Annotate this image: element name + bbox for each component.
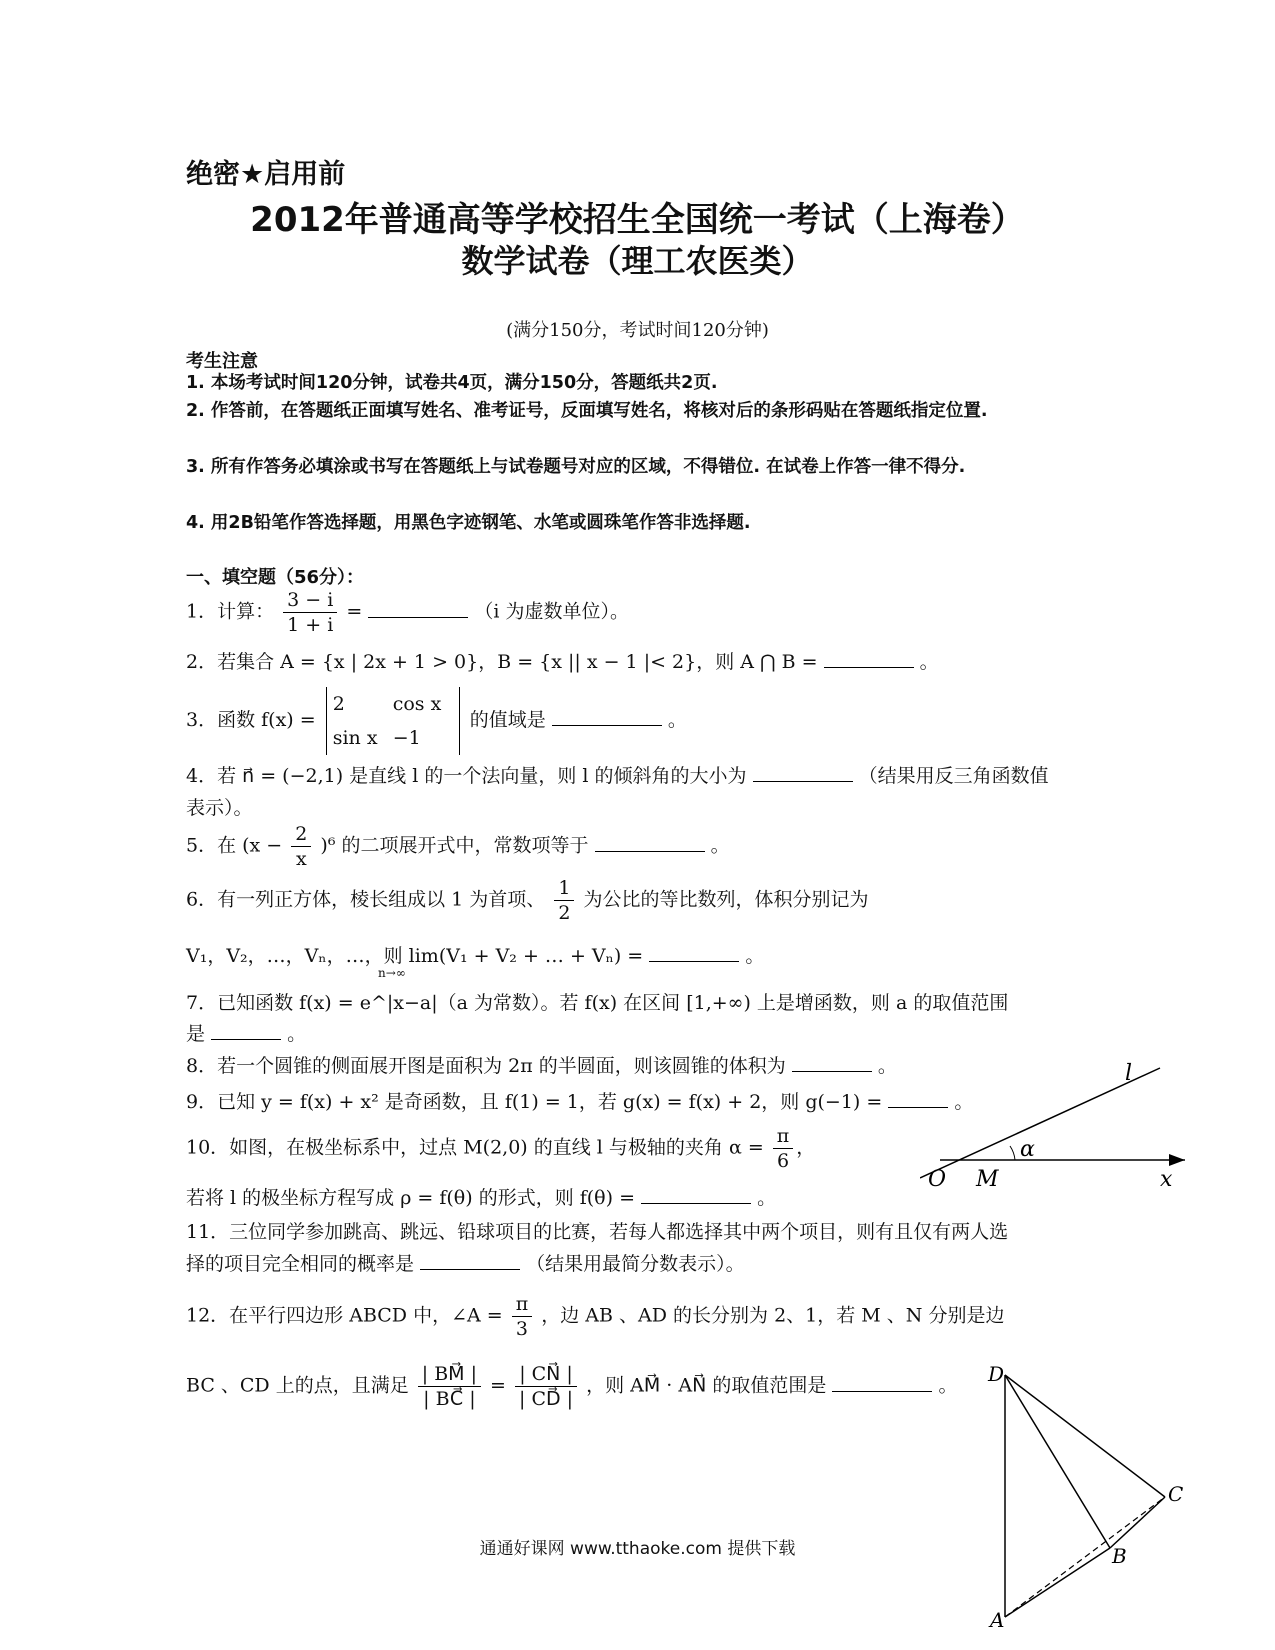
question-5: 5．在 (x − $\frac{2}{x}$ )⁶ 的二项展开式中，常数项等于 。 <box>186 823 730 870</box>
answer-blank[interactable] <box>753 763 853 782</box>
label-c: C <box>1168 1482 1184 1506</box>
fraction: $\frac{3 - i}{1 + i}$ <box>283 588 337 637</box>
question-7-cont: 是 。 <box>186 1023 307 1045</box>
confidential-mark: 绝密★启用前 <box>186 159 346 190</box>
fraction: $\frac{2}{x}$ <box>291 822 311 871</box>
fraction: $\frac{\pi}{3}$ <box>512 1292 533 1341</box>
question-11-cont: 择的项目完全相同的概率是 （结果用最简分数表示）。 <box>186 1253 745 1275</box>
label-m: M <box>976 1167 999 1192</box>
question-2: 2．若集合 A = {x | 2x + 1 > 0}，B = {x || x − 1 |< 2}，则 A ⋂ B = 。 <box>186 651 939 673</box>
answer-blank[interactable] <box>211 1021 281 1040</box>
label-origin: O <box>928 1167 947 1192</box>
exam-subject-title: 数学试卷（理工农医类） <box>461 242 814 280</box>
polar-figure <box>920 1060 1190 1210</box>
label-l: l <box>1125 1061 1133 1086</box>
answer-blank[interactable] <box>552 707 662 726</box>
fraction: $\frac{1}{2}$ <box>554 876 574 925</box>
section-heading: 一、填空题（56分）： <box>186 567 365 588</box>
question-7: 7．已知函数 f(x) = e^|x−a|（a 为常数）。若 f(x) 在区间 [1,+∞) 上是增函数，则 a 的取值范围 <box>186 992 1009 1014</box>
question-9: 9．已知 y = f(x) + x² 是奇函数，且 f(1) = 1，若 g(x) = f(x) + 2，则 g(−1) = 。 <box>186 1091 974 1113</box>
question-6-cont: V₁，V₂，…，Vₙ，…，则 lim(V₁ + V₂ + … + Vₙ) = 。 <box>186 945 765 967</box>
fraction: $\frac{\pi}{6}$ <box>773 1124 794 1173</box>
question-4-cont: 表示）。 <box>186 797 253 819</box>
determinant: 2 cos x sin x −1 <box>326 687 460 755</box>
question-6: 6．有一列正方体，棱长组成以 1 为首项、 $\frac{1}{2}$ 为公比的等比数列，体积分别记为 <box>186 877 869 924</box>
notice-heading: 考生注意 <box>186 351 258 372</box>
edge-db <box>1005 1375 1110 1548</box>
question-8: 8．若一个圆锥的侧面展开图是面积为 2π 的半圆面，则该圆锥的体积为 。 <box>186 1055 897 1077</box>
notice-item: 1. 本场考试时间120分钟，试卷共4页，满分150分，答题纸共2页. <box>186 373 718 393</box>
answer-blank[interactable] <box>368 599 468 618</box>
answer-blank[interactable] <box>649 943 739 962</box>
question-4: 4．若 n⃗ = (−2,1) 是直线 l 的一个法向量，则 l 的倾斜角的大小为 （结果用反三角函数值 <box>186 765 1049 787</box>
fraction: $\frac{| CN⃗ |}{| CD⃗ |}$ <box>515 1362 577 1411</box>
question-1: 1．计算： $\frac{3 - i}{1 + i}$ = （i 为虚数单位）。 <box>186 589 629 636</box>
line-l <box>920 1068 1160 1178</box>
answer-blank[interactable] <box>420 1251 520 1270</box>
label-b: B <box>1112 1544 1127 1568</box>
exam-subtitle: (满分150分，考试时间120分钟) <box>506 320 769 341</box>
question-3: 3．函数 f(x) = 2 cos x sin x −1 的值域是 。 <box>186 687 1066 755</box>
notice-item: 4. 用2B铅笔作答选择题，用黑色字迹钢笔、水笔或圆珠笔作答非选择题. <box>186 513 751 533</box>
notice-item: 2. 作答前，在答题纸正面填写姓名、准考证号，反面填写姓名，将核对后的条形码贴在答题纸指定位置. <box>186 401 988 421</box>
question-10: 10．如图，在极坐标系中，过点 M(2,0) 的直线 l 与极轴的夹角 α = $\frac{\pi}{6}$ ， <box>186 1125 816 1172</box>
label-alpha: α <box>1020 1137 1035 1162</box>
fraction: $\frac{| BM⃗ |}{| BC⃗ |}$ <box>418 1362 481 1411</box>
page-footer: 通通好课网 www.tthaoke.com 提供下载 <box>479 1539 796 1559</box>
answer-blank[interactable] <box>824 649 914 668</box>
arrow-icon <box>1169 1154 1185 1166</box>
edge-dc <box>1005 1375 1165 1497</box>
answer-blank[interactable] <box>595 833 705 852</box>
question-12-cont: BC 、CD 上的点，且满足 $\frac{| BM⃗ |}{| BC⃗ |}$ = $\frac{| CN⃗ |}{| CD⃗ |}$ ，则 AM⃗ · AN⃗ 的取值范围是 。 <box>186 1363 958 1410</box>
question-12: 12．在平行四边形 ABCD 中，∠A = $\frac{\pi}{3}$ ，边 AB 、AD 的长分别为 2、1，若 M 、N 分别是边 <box>186 1293 1005 1340</box>
question-11: 11．三位同学参加跳高、跳远、铅球项目的比赛，若每人都选择其中两个项目，则有且仅有两人选 <box>186 1221 1009 1243</box>
exam-title: 2012年普通高等学校招生全国统一考试（上海卷） <box>250 200 1025 240</box>
label-x: x <box>1160 1167 1173 1192</box>
limit-subscript: n→∞ <box>378 966 406 980</box>
tetrahedron-figure <box>960 1355 1200 1635</box>
question-10-cont: 若将 l 的极坐标方程写成 ρ = f(θ) 的形式，则 f(θ) = 。 <box>186 1187 777 1209</box>
answer-blank[interactable] <box>792 1053 872 1072</box>
notice-item: 3. 所有作答务必填涂或书写在答题纸上与试卷题号对应的区域，不得错位. 在试卷上作答一律不得分. <box>186 457 966 477</box>
label-d: D <box>988 1362 1005 1386</box>
answer-blank[interactable] <box>641 1185 751 1204</box>
answer-blank[interactable] <box>832 1373 932 1392</box>
label-a: A <box>990 1608 1005 1632</box>
